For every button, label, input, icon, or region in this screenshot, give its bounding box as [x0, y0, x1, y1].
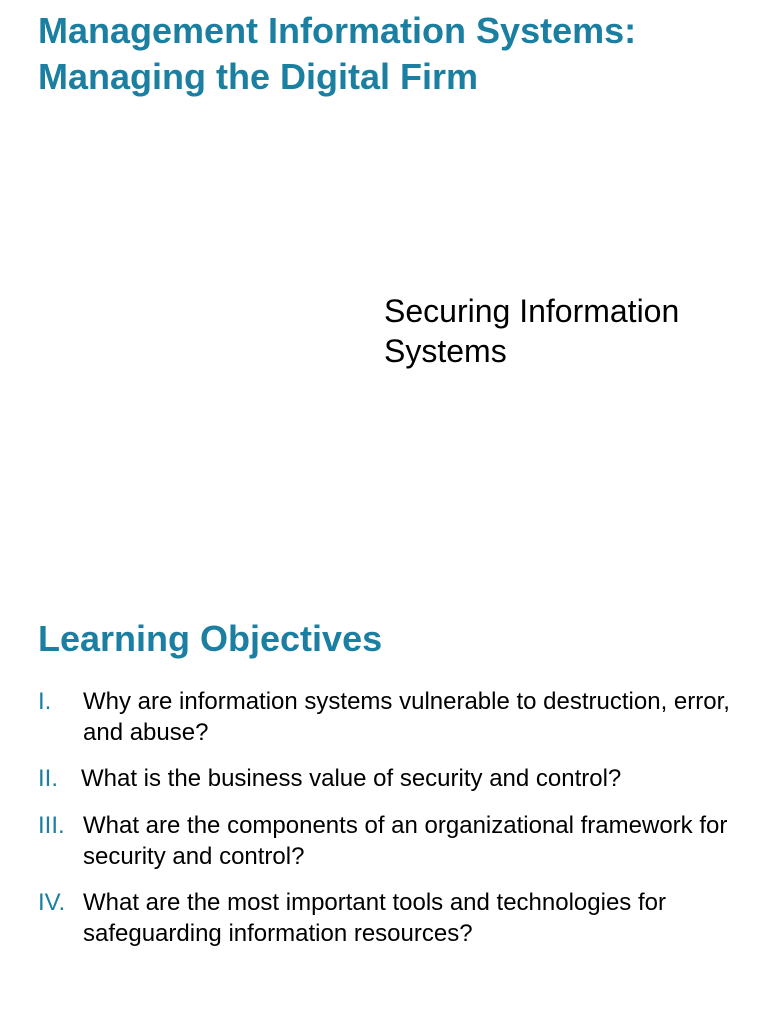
- objective-item: [38, 887, 738, 949]
- objective-text: Why are information systems vulnerable to destruction, error, and abuse?: [83, 688, 730, 746]
- objective-text: What are the most important tools and technologies for safeguarding information resources?: [83, 889, 666, 947]
- slide-title-line-2: Managing the Digital Firm: [38, 56, 479, 97]
- objective-item: [38, 763, 738, 794]
- slide-title-line-1: Management Information Systems:: [38, 10, 637, 51]
- objective-marker: IV.: [38, 889, 66, 916]
- slide-subtitle-line-2: Systems: [384, 333, 507, 369]
- objective-marker: I.: [38, 688, 52, 715]
- objective-marker: II.: [38, 765, 59, 792]
- objective-item: [38, 686, 738, 748]
- slide-subtitle-line-1: Securing Information: [384, 293, 680, 329]
- objective-text: What is the business value of security and control?: [81, 765, 622, 792]
- learning-objectives-heading: Learning Objectives: [38, 618, 383, 659]
- objective-text: What are the components of an organizational framework for security and control?: [83, 812, 728, 870]
- objective-marker: III.: [38, 812, 65, 839]
- slide-title: [38, 8, 738, 100]
- objective-item: [38, 810, 738, 872]
- slide-subtitle: [384, 291, 744, 371]
